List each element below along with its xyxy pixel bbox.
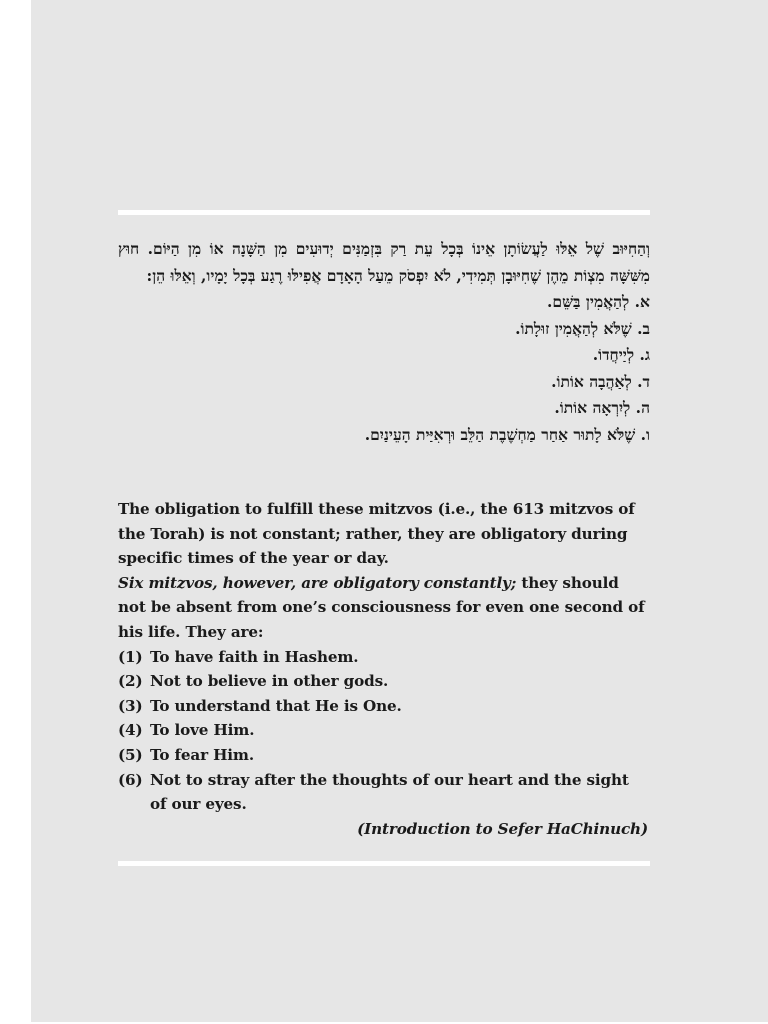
- bottom-divider: [118, 861, 650, 866]
- list-item: [118, 743, 650, 768]
- english-continuation: they should not be absent from one’s consciousness for even one second of his life. They are:: [118, 573, 645, 641]
- list-number: (4): [118, 721, 143, 740]
- list-number: (5): [118, 745, 143, 764]
- list-item: [118, 694, 650, 719]
- list-text: Not to stray after the thoughts of our heart and the sight of our eyes.: [150, 770, 629, 814]
- list-text: To love Him.: [150, 721, 255, 740]
- list-number: (1): [118, 647, 143, 666]
- english-list: [118, 645, 650, 817]
- citation: (Introduction to Sefer HaChinuch): [357, 819, 648, 838]
- list-item: [118, 645, 650, 670]
- english-intro: The obligation to fulfill these mitzvos (i.e., the 613 mitzvos of the Torah) is not constant; rather, they are obligatory during specific times of the year or day.: [118, 500, 635, 568]
- hebrew-list-item: ב. שֶׁלֹּא לְהַאֲמִין זוּלָתוֹ.: [515, 318, 650, 338]
- hebrew-list-item: ו. שֶׁלֹּא לָתוּר אַחַר מַחְשֶׁבֶת הַלֵּב וּרְאִיַּית הָעֵינַיִם.: [364, 424, 650, 444]
- list-text: To fear Him.: [150, 745, 254, 764]
- list-text: To have faith in Hashem.: [150, 647, 359, 666]
- hebrew-list-item: ה. לְיִרְאָה אוֹתוֹ.: [554, 398, 650, 417]
- hebrew-list-item: ג. לְיַיחֲדוֹ.: [592, 345, 650, 364]
- hebrew-list-item: א. לְהַאֲמִין בַּשֵּׁם.: [547, 292, 650, 311]
- hebrew-paragraph: וְהַחִיּוּב שֶׁל אֵלּוּ לַעֲשׂוֹתָן אֵינוֹ בְּכָל עֵת רַק בִּזְמַנִּים יְדוּעִים מִן הַשָּׁנָה אוֹ מִן הַיּוֹם. חוּץ מִשִּׁשָּׁה מִצְוֹת מֵהֶן שֶׁחִיּוּבָן תְּמִידִי, לֹא יִפְסֹק מֵעַל הָאָדָם אֲפִילּוּ רֶגַע בְּכָל יָמָיו, וְאֵלּוּ הֵן:: [118, 239, 650, 285]
- list-item: [118, 768, 650, 817]
- list-item: [118, 718, 650, 743]
- hebrew-list-item: ד. לְאַהֲבָה אוֹתוֹ.: [551, 371, 650, 391]
- list-text: To understand that He is One.: [150, 696, 402, 715]
- hebrew-passage: [118, 236, 650, 448]
- english-emphasis: Six mitzvos, however, are obligatory constantly;: [118, 573, 517, 592]
- english-paragraph: [118, 497, 650, 645]
- hebrew-list: [118, 289, 650, 448]
- list-text: Not to believe in other gods.: [150, 672, 389, 691]
- list-item: [118, 669, 650, 694]
- list-number: (3): [118, 696, 143, 715]
- list-number: (2): [118, 672, 143, 691]
- top-divider: [118, 210, 650, 215]
- english-translation: [118, 497, 650, 841]
- list-number: (6): [118, 770, 143, 789]
